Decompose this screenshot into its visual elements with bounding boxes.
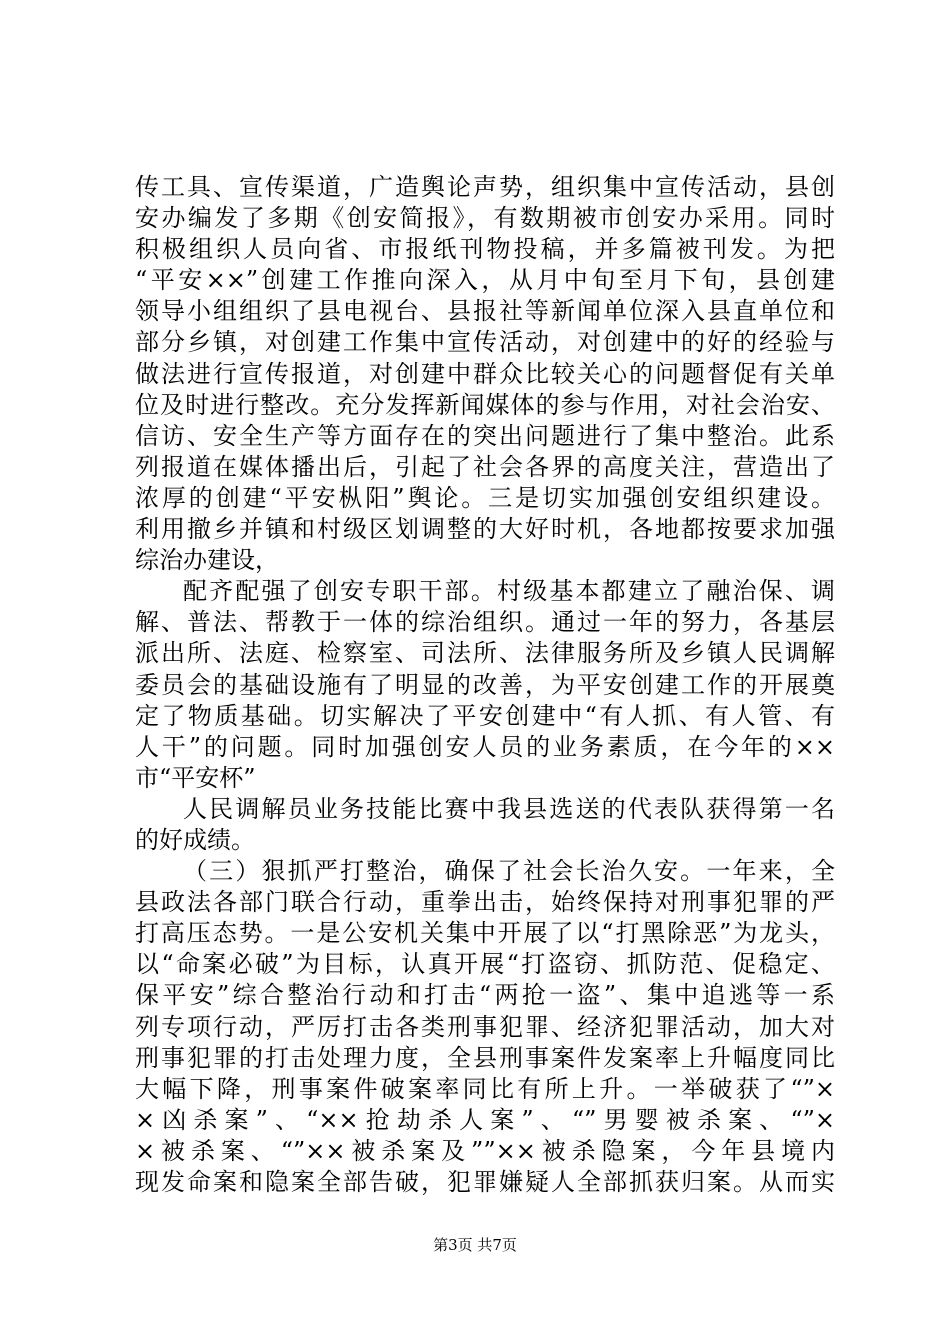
text-line: 列专项行动，严厉打击各类刑事犯罪、经济犯罪活动，加大对 — [135, 1012, 835, 1041]
text-line: 县政法各部门联合行动，重拳出击，始终保持对刑事犯罪的严 — [135, 888, 835, 917]
text-line: “平安××”创建工作推向深入，从月中旬至月下旬，县创建 — [135, 266, 835, 295]
text-line: 领导小组组织了县电视台、县报社等新闻单位深入县直单位和 — [135, 297, 835, 326]
page-footer: 第3页 共7页 — [433, 1236, 517, 1254]
text-line: 市“平安杯” — [135, 763, 256, 792]
text-line: 的好成绩。 — [135, 825, 255, 854]
text-line: 刑事犯罪的打击处理力度，全县刑事案件发案率上升幅度同比 — [135, 1043, 835, 1072]
text-line: 做法进行宣传报道，对创建中群众比较关心的问题督促有关单 — [135, 359, 835, 388]
text-line: 信访、安全生产等方面存在的突出问题进行了集中整治。此系 — [135, 421, 835, 450]
text-line: 解、普法、帮教于一体的综治组织。通过一年的努力，各基层 — [135, 608, 835, 637]
text-line: 传工具、宣传渠道，广造舆论声势，组织集中宣传活动，县创 — [135, 173, 835, 201]
body-text — [135, 172, 835, 1198]
text-line: （三）狠抓严打整治，确保了社会长治久安。一年来，全 — [183, 857, 835, 886]
text-line: 部分乡镇，对创建工作集中宣传活动，对创建中的好的经验与 — [135, 328, 835, 357]
text-line: 位及时进行整改。充分发挥新闻媒体的参与作用，对社会治安、 — [135, 390, 835, 419]
text-line: 保平安”综合整治行动和打击“两抢一盗”、集中追逃等一系 — [135, 981, 835, 1010]
text-line: 积极组织人员向省、市报纸刊物投稿，并多篇被刊发。为把 — [135, 235, 835, 264]
text-line: 列报道在媒体播出后，引起了社会各界的高度关注，营造出了 — [135, 452, 835, 481]
text-line: 人干”的问题。同时加强创安人员的业务素质，在今年的×× — [135, 732, 835, 761]
text-line: 浓厚的创建“平安枞阳”舆论。三是切实加强创安组织建设。 — [135, 483, 835, 512]
text-line: 派出所、法庭、检察室、司法所、法律服务所及乡镇人民调解 — [135, 639, 835, 668]
text-line: ×被杀案、“”××被杀案及””××被杀隐案，今年县境内 — [135, 1136, 835, 1165]
text-line: 定了物质基础。切实解决了平安创建中“有人抓、有人管、有 — [135, 701, 835, 730]
text-line: 人民调解员业务技能比赛中我县选送的代表队获得第一名 — [183, 794, 835, 823]
text-line: 配齐配强了创安专职干部。村级基本都建立了融治保、调 — [183, 577, 835, 606]
text-line: 综治办建设， — [135, 546, 279, 575]
text-line: ×凶杀案”、“××抢劫杀人案”、“”男婴被杀案、“”× — [135, 1105, 835, 1134]
text-line: 利用撤乡并镇和村级区划调整的大好时机，各地都按要求加强 — [135, 515, 835, 544]
text-line: 委员会的基础设施有了明显的改善，为平安创建工作的开展奠 — [135, 670, 835, 699]
text-line: 现发命案和隐案全部告破，犯罪嫌疑人全部抓获归案。从而实 — [135, 1168, 835, 1196]
text-line: 以“命案必破”为目标，认真开展“打盗窃、抓防范、促稳定、 — [135, 950, 835, 979]
text-line: 大幅下降，刑事案件破案率同比有所上升。一举破获了“”× — [135, 1074, 835, 1103]
text-line: 安办编发了多期《创安简报》，有数期被市创安办采用。同时 — [135, 204, 835, 233]
text-line: 打高压态势。一是公安机关集中开展了以“打黑除恶”为龙头， — [135, 919, 835, 948]
